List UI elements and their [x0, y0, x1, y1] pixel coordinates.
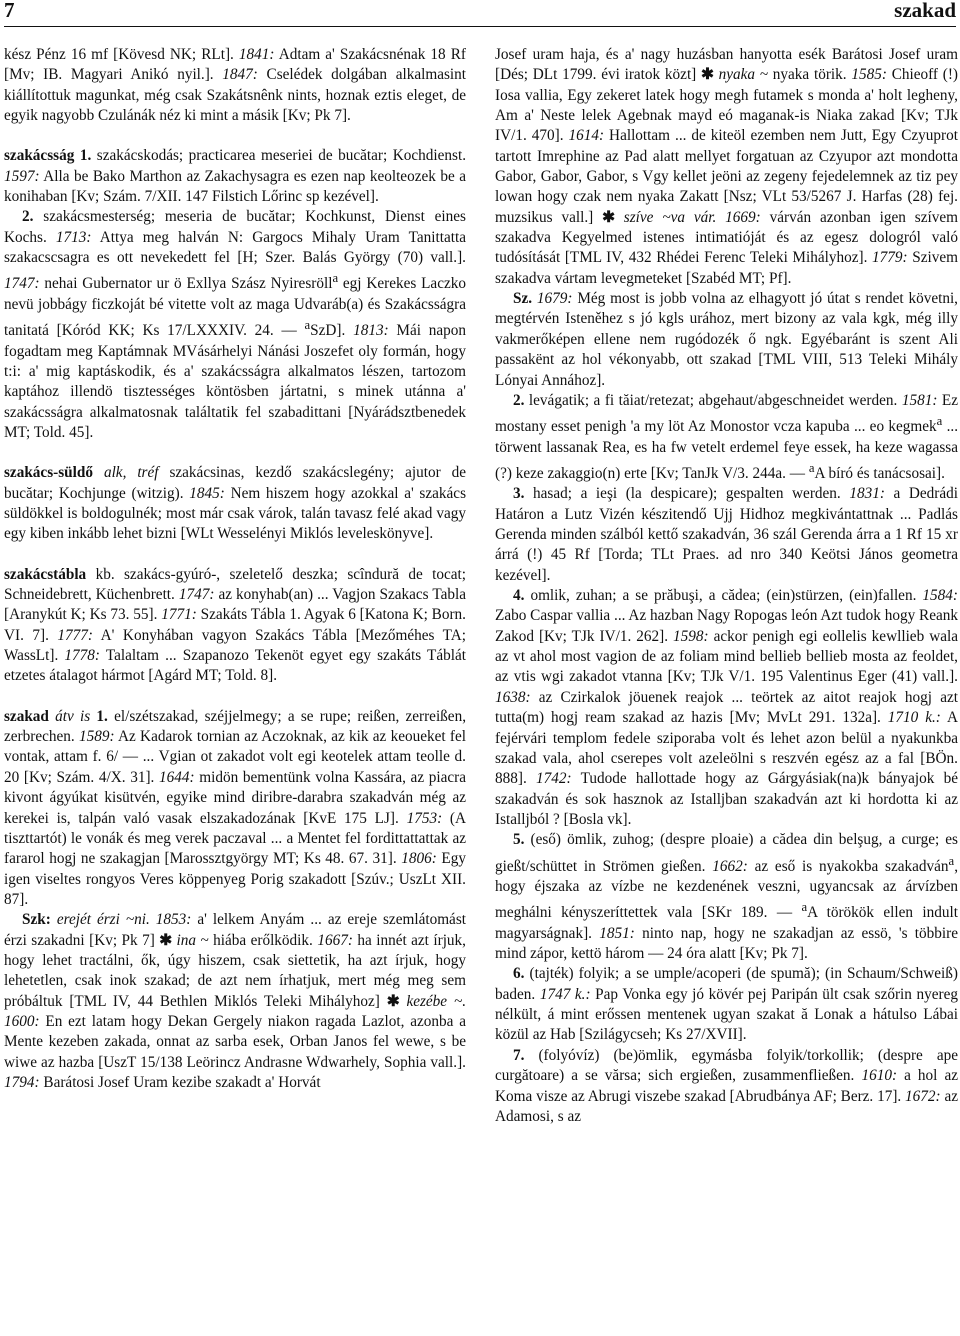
dictionary-paragraph: 3. hasad; a ieşi (la despicare); gespalten werden. 1831: a Dedrádi Határon a Lutz Vizén készitendő Ujj Hidhoz megkivántattnak ... Padlás Gerenda minden szálból kettő szakadván, 36 szál Gerenda árra a 1 Rf 15 xr árrá (!) 45 Rf [Torda; TLt Praes. ad nro 340 Keötsi János geometra kezével].	[495, 485, 958, 584]
dictionary-paragraph: 2. szakácsmesterség; meseria de bucătar; Kochkunst, Dienst eines Kochs. 1713: Attya meg halván N: Gargocs Mihaly Uram Tanittatta szakacscsagra es ott nevekedett fel [H; Szer. Balás György (70) vall.]. 1747: nehai Gubernator ur ö Exllya Szász Nyiresröll$^a$ egj Kerekes Laczko nevü jobbágy ficzkoját bé vitette volt az maga Udvaráb(a) és Szakácsságra tanitatá [Kóród KK; Ks 17/LXXXIV. 24. — $^a$SzD]. 1813: Mái napon fogadtam meg Kaptámnak MVásárhelyi Nánási Joszefet oly formán, hogy t:i: a' mig kaptáskodik, és a' szakácsságra alkalmatos lészen, tartozom kaptához illendö tisztességes köntösben jártatni, s minek utánna a' szakácsságra alkalmatosnak találtatik fel szabadittani [Nyárádsztbenedek MT; Told. 45].	[4, 208, 466, 441]
dictionary-paragraph: 6. (tajték) folyik; a se umple/acoperi (de spumă); (in Schaum/Schweiß) baden. 1747 k.: Pap Vonka egy jó kövér pej Paripán ült csak szőrin nyereg nélkült, á mint erőssen mentenek ugyan szakat ă Lonak a hátulso Lábai közül az Hab [Szilágycseh; Ks 27/XVII].	[495, 965, 958, 1044]
dictionary-paragraph: szakad átv is 1. el/szétszakad, széjjelmegy; a se rupe; reißen, zerreißen, zerbrechen. 1589: Az Kadarok tornian az Aczoknak, az kik az keoueket fel vontak, attam f. 6/ — ... Vgian ot zakadot volt egi keotelek attam teolle d. 20 [Kv; Szám. 4/X. 31]. 1644: midön bementünk volna Kassára, az piacra kivont ágyúkat kisütvén, egyike mind diribre-darabra szakadván még az kerekei is, talpán való vasak elszakadozának [KvE 175 LJ]. 1753: (A tiszttartót) le vonák és meg verek paczaval ... a Mentet fel fordittattattak az fararol hogj ne szakagjan [Marossztgyörgy MT; Ks 48. 67. 31]. 1806: Egy igen viseltes rongyos Veres köppenyeg Porig szakadott [Szúv.; UszLt XII. 87].	[4, 707, 467, 908]
left-column	[4, 45, 466, 1093]
dictionary-paragraph: 7. (folyóvíz) (be)ömlik, egymásba folyik/torkollik; (despre ape curgătoare) a se vărsa; sich ergießen, zusammenfließen. 1610: a hol az Koma visze az Abrugi viszebe szakad [Abrudbánya AF; Berz. 17]. 1672: az Adamosi, s az	[495, 1046, 959, 1125]
dictionary-paragraph: Szk: erejét érzi ~ni. 1853: a' lelkem Anyám ... az ereje szemlátomást érzi szakadni [Kv; Pk 7] ✱ ina ~ hiába erőlködik. 1667: ha innét azt írjuk, hogy lehet tractálni, ők, úgy hiszem, csak siettetik, ha azt írjuk, hogy lehetetlen, csak inok szakad; de azt nem írhatjuk, mert még meg sem próbáltuk [TML IV, 44 Bethlen Miklós Teleki Mihályhoz] ✱ kezébe ~. 1600: En ezt latam hogy Dekan Gergely niakon ragada Lazlot, azonba a Mente kezeben zakada, onnat az sarba esek, Orban Janos fel wewe, s be wiwe az hazba [UszT 15/138 Leörincz Andrasne Wdwarhely, Sophia vall.]. 1794: Barátosi Josef Uram kezibe szakadt a' Horvát	[4, 911, 467, 1091]
dictionary-paragraph: kész Pénz 16 mf [Kövesd NK; RLt]. 1841: Adtam a' Szakácsnénak 18 Rf [Mv; IB. Magyari Anikó nyil.]. 1847: Cselédek dolgában alkalmasint kiállítottuk magunkat, még csak Szakátsnênk nints, hoznak eztis eleget, de egyik nagyobb Czulánák néz ki mint a másik [Kv; Pk 7].	[4, 46, 466, 125]
page-number: 7	[4, 0, 15, 22]
dictionary-paragraph: 2. levágatik; a fi tăiat/retezat; abgehaut/abgeschneidet werden. 1581: Ez mostany esset penigh 'a my löt Az Monostor vcza kapuba ... eo kegmek$^a$ ... törwent lassanak Rea, es ha fw vetelt erdemel feye essek, ha keze wagassa (?) keze zakaggio(n) erte [Kv; TanJk V/3. 244a. — $^a$A bíró és tanácsosai].	[495, 391, 958, 483]
dictionary-paragraph: szakácstábla kb. szakács-gyúró-, szeletelő deszka; scîndură de tocat; Schneidebrett, Küchenbrett. 1747: az konyhab(an) ... Vagjon Szakacs Tabla [Aranykút K; Ks 73. 55]. 1771: Szakáts Tábla 1. Agyak 6 [Katona K; Born. VI. 7]. 1777: A' Konyhában vagyon Szakács Tábla [Mezőméhes TA; WassLt]. 1778: Talaltam ... Szapanozo Tekenöt egyet egy szakáts Táblát etzetes átalagot hármot [Agárd MT; Told. 8].	[4, 565, 467, 685]
dictionary-paragraph: szakácsság 1. szakácskodás; practicarea meseriei de bucătar; Kochdienst. 1597: Alla be Bako Marthon az Zakachysagra es ezen nap keolteozek be a konihaban [Kv; Szám. 7/XII. 147 Filstich Lőrinc sp kezével].	[4, 147, 467, 206]
dictionary-paragraph: 4. omlik, zuhan; a se prăbuşi, a cădea; (ein)stürzen, (ein)fallen. 1584: Zabo Caspar vallia ... Az hazban Nagy Ropogas león Azt tudok hogy Reank Zakod [Kv; TJk IV/1. 262]. 1598: ackor penigh egi eollelis kewllieb wala az vt ahol most vagion de az foliam mind bellieb bellieb mosta az feoldet, az vtis wgi zakadot vtanna [Kv; TJk V/1. 195 Valentinus Eger (41) vall.]. 1638: az Czirkalok jöuenek reajok ... teörtek az aitot reajok hogj azt tutta(m) hogj ream szakad az hazis [Mv; MvLt 291. 132a]. 1710 k.: A fejérvári templom fedele sziporaba volt és lehet azon belül a nyakunkba szakad vala, ahol cserepes volt azeleölni s reszvén egész az a fal [BÖn. 888]. 1742: Tudode hallottade hogy az Gárgyásiak(na)k bányajok bé szakadván és sok hasznok az Istalljban szakadván azt ki hordotta ki az Istalljból ? [Bosla vk].	[495, 587, 958, 828]
page-header	[4, 0, 956, 27]
dictionary-paragraph: Josef uram haja, és a' nagy huzásban hanyotta esék Barátosi Josef uram [Dés; DLt 1799. évi iratok közt] ✱ nyaka ~ nyaka törik. 1585: Chieoff (!) Iosa vallia, Egy zekeret latek hogy megh futamek s monda a' holt legheny, Am a' Neste lelek Agebnak mayd eó maganak-is Niaka zakad [Kv; TJk IV/1. 470]. 1614: Hallottam ... de kiteöl ezemben nem Jutt, Egy Czyuprot tartott Imrephine az Pad alatt mellyet forgatuan az Czyupor azt mondotta Gabor, Gabor, Gabor, s Vgy kellet jeöni az zegeny fejedelemnek az tiz pey lowan hogy czak nem nyaka Zakatt [Nsz; VLt 53/5267 J. Harfas (28) fej. muzsikus vall.] ✱ szíve ~va vár. 1669: várván azonban igen szívem szakadva Kegyelmed istenes intimatióját és az egesz dologról való tudósítását [TML IV, 432 Rhédei Ferenc Teleki Mihályhoz]. 1779: Szivem szakadva vártam levegmeteket [Szabéd MT; Pf].	[495, 46, 959, 287]
dictionary-paragraph: 5. (eső) ömlik, zuhog; (despre ploaie) a cădea din belşug, a curge; es gießt/schüttet in Strömen gießen. 1662: az eső is nyakokba szakadván$^a$, hogy éjszaka az vízbe ne kezdenének veszni, ugyancsak az árvízben meghálni kényszeríttettek vala [SKr 189. — $^a$A törökök ellen indult magyarságnak]. 1851: ninto nap, hogy ne szakadjan az essö, 's többire mind zápor, kettö három — 24 óra alatt [Kv; Pk 7].	[495, 831, 959, 963]
dictionary-paragraph: Sz. 1679: Még most is jobb volna az elhagyott jó útat s rendet követni, megtérvén Isteněhez s jó kgls urához, mert bizony az vala kgk, még illy vakmerőképen ellene nem rugódozék ő ngk. Egyébaránt is szent Ali passakënt az hol vékonyabb, ott szakad [TML VIII, 513 Teleki Mihály Lónyai Annához].	[495, 290, 958, 389]
running-head: szakad	[894, 0, 956, 22]
right-column	[495, 45, 958, 1127]
dictionary-paragraph: szakács-süldő alk, tréf szakácsinas, kezdő szakácslegény; ajutor de bucătar; Kochjunge (witzig). 1845: Nem hiszem hogy azokkal a' szakács süldökkel is boldogulnék; most már csak várok, talán tavasz felé akad vagy egy kiben inkább lehet bizni [WLt Wesselényi Miklós leveleskönyve].	[4, 464, 467, 543]
